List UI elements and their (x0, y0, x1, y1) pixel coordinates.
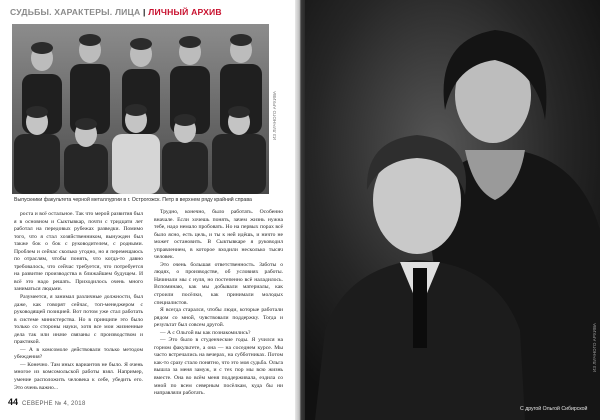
paragraph: — Конечно. Там иных вариантов не было. Я очень многое из комсомольской работы взял. Например, умение расположить человека к себе, убедить его. Это очень важно... (14, 361, 143, 391)
paragraph: Это очень большая ответственность. Заботы о людях, о производстве, об условиях работы. Начинали мы с нуля, но постепенно всё наладилось. Вспоминаю, как мы добывали материалы, как строили посёлки, как принимали молодых специалистов. (154, 261, 283, 306)
group-photo (12, 24, 269, 194)
article-column-2 (154, 209, 283, 398)
couple-photo-image (305, 0, 600, 420)
paragraph: Разумеется, я занимал различные должности, был даже, как говорят сейчас, топ-менеджером с руководящей позицией. Вот потом уже стал работать в системе министерства. Но в принципе это было только со стороны науки, хотя все мои жизненные дела так или иначе связаны с производством и практикой. (14, 294, 143, 346)
section-header (10, 6, 222, 18)
left-page (0, 0, 295, 420)
paragraph: — Это было в студенческие годы. Я учился на горном факультете, а она — на соседнем курсе. Мы часто встречались на вечерах, на субботниках. Потом как-то сразу стало понятно, что это моя судьба. Ольга вышла за меня замуж, и с тех пор мы всю жизнь вместе. Она во всём меня поддерживала, ездила со мной по всем северным посёлкам, куда бы ни направляли работать. (154, 337, 283, 397)
article-column-1 (14, 211, 143, 392)
paragraph: — А в комсомоле действовали только методом убеждения? (14, 346, 143, 361)
group-photo-caption: Выпускники факультета черной металлургии в г. Острогожск. Петр в верхнем ряду крайний справа (14, 197, 252, 203)
page-footer (8, 397, 86, 409)
group-photo-credit: ИЗ ЛИЧНОГО АРХИВА (272, 91, 277, 140)
page-number: 44 (8, 397, 19, 407)
page-gutter (295, 0, 305, 420)
couple-photo-credit: ИЗ ЛИЧНОГО АРХИВА (592, 323, 597, 372)
paragraph: роста и всё остальное. Так что мерой развития был я в основном и Сыктывкар, почти с тридцати лет работал на передовых рубежах разведки. Помимо того, что я стал хозяйственником, вынужден был также бок о бок с руководителем, с родными. Проблем и сейчас сколько угодно, но я перемещаюсь по отраслям, чтобы понять, что когда-то давно требовалось, что сейчас требуется, что потребуется на развитие производства в ближайшем будущем. И всё это надо решать. Приходилось очень много заниматься людьми. (14, 211, 143, 293)
section-title: СУДЬБЫ. ХАРАКТЕРЫ. ЛИЦА (10, 7, 141, 17)
group-photo-image (12, 24, 269, 194)
paragraph: — А с Ольгой вы как познакомились? (160, 329, 251, 336)
couple-photo-caption: С другой Ольгой Сибирской (520, 406, 588, 412)
paragraph: Я всегда старался, чтобы люди, которые работали рядом со мной, чувствовали поддержку. Тогда и результат был совсем другой. (154, 307, 283, 329)
paragraph: Трудно, конечно, было работать. Особенно вначале. Если хочешь понять, зачем жизнь нужна тебе, надо немало пробовать. Но на первых порах всё было ясно, есть цель, и ты к ней идёшь, и ничто не может остановить. В Сыктывкаре я руководил управлением, в которое входили несколько тысяч человек. (154, 209, 283, 261)
couple-photo (305, 0, 600, 420)
rubric-title: ЛИЧНЫЙ АРХИВ (148, 7, 222, 17)
magazine-issue: СЕВЕРНЕ № 4, 2018 (22, 401, 86, 407)
section-separator: | (140, 7, 149, 17)
